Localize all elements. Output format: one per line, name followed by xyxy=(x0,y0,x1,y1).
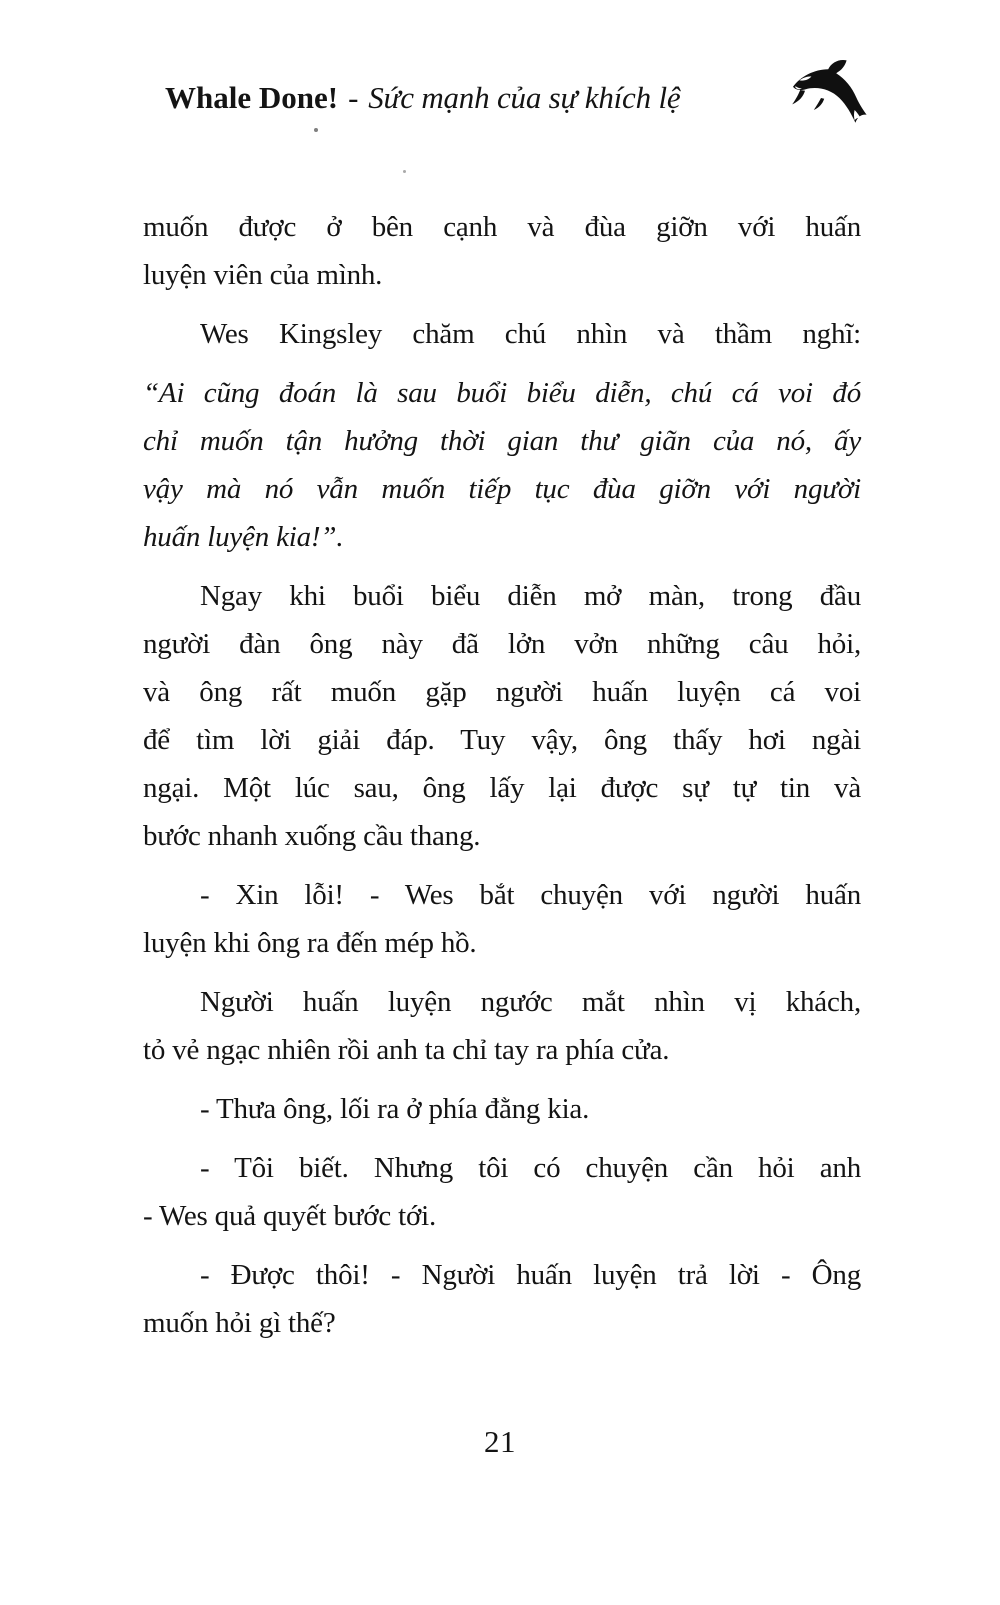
paragraph xyxy=(143,369,861,561)
text-line: người đàn ông này đã lởn vởn những câu hỏi, xyxy=(143,628,861,660)
text-line: muốn được ở bên cạnh và đùa giỡn với huấn xyxy=(143,211,861,243)
text-line: Wes Kingsley chăm chú nhìn và thầm nghĩ: xyxy=(200,318,861,350)
text-line: - Tôi biết. Nhưng tôi có chuyện cần hỏi anh xyxy=(200,1152,861,1184)
text-line: vậy mà nó vẫn muốn tiếp tục đùa giỡn với người xyxy=(143,473,861,505)
paragraph xyxy=(143,310,861,358)
paragraph xyxy=(143,203,861,299)
text-line: luyện khi ông ra đến mép hồ. xyxy=(143,927,477,959)
paragraph xyxy=(143,572,861,860)
text-line: ngại. Một lúc sau, ông lấy lại được sự tự tin và xyxy=(143,772,861,804)
text-line: để tìm lời giải đáp. Tuy vậy, ông thấy hơi ngài xyxy=(143,724,861,756)
paragraph xyxy=(143,1085,861,1133)
book-title: Whale Done! xyxy=(165,80,339,115)
text-line: - Wes quả quyết bước tới. xyxy=(143,1200,437,1232)
page-number: 21 xyxy=(484,1424,516,1459)
text-line: và ông rất muốn gặp người huấn luyện cá voi xyxy=(143,676,861,708)
text-line: tỏ vẻ ngạc nhiên rồi anh ta chỉ tay ra phía cửa. xyxy=(143,1034,670,1066)
text-line: bước nhanh xuống cầu thang. xyxy=(143,820,481,852)
text-line: muốn hỏi gì thế? xyxy=(143,1307,336,1339)
paragraph xyxy=(143,1144,861,1240)
text-line: “Ai cũng đoán là sau buổi biểu diễn, chú cá voi đó xyxy=(143,377,861,409)
text-line: huấn luyện kia!”. xyxy=(143,521,344,553)
scan-speck xyxy=(314,128,318,132)
page-body xyxy=(143,203,861,1358)
text-line: Người huấn luyện ngước mắt nhìn vị khách, xyxy=(200,986,861,1018)
scan-speck xyxy=(403,170,406,173)
text-line: - Được thôi! - Người huấn luyện trả lời - Ông xyxy=(200,1259,861,1291)
text-line: - Thưa ông, lối ra ở phía đằng kia. xyxy=(200,1093,590,1125)
text-line: chỉ muốn tận hưởng thời gian thư giãn của nó, ấy xyxy=(143,425,861,457)
title-separator: - xyxy=(348,80,359,115)
text-line: Ngay khi buổi biểu diễn mở màn, trong đầu xyxy=(200,580,861,612)
text-line: luyện viên của mình. xyxy=(143,259,383,291)
paragraph xyxy=(143,1251,861,1347)
orca-icon xyxy=(789,58,869,130)
text-line: - Xin lỗi! - Wes bắt chuyện với người huấn xyxy=(200,879,861,911)
paragraph xyxy=(143,871,861,967)
page-header xyxy=(165,78,680,118)
book-subtitle: Sức mạnh của sự khích lệ xyxy=(368,80,681,115)
paragraph xyxy=(143,978,861,1074)
